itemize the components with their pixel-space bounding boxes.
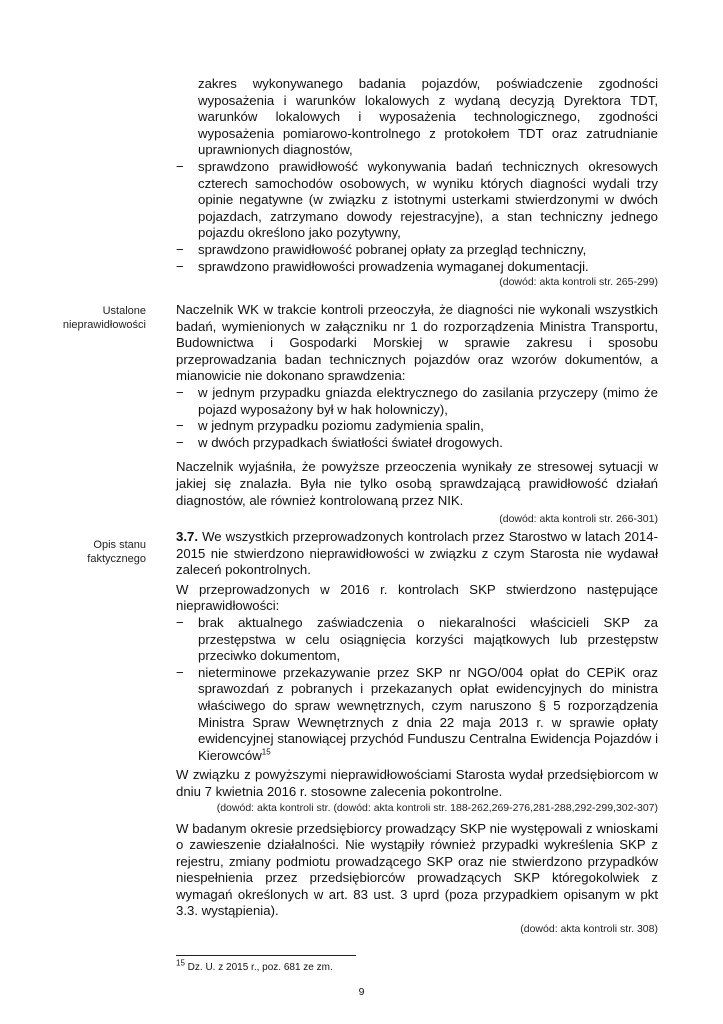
list-item: − sprawdzono prawidłowość wykonywania badań technicznych okresowych czterech samochodów osobowych, w wyniku których diagności wydali trzy opinie negatywne (w związku z istotnymi usterkami stwierdzonymi w dwóch pojazdach, zatrzymano dowody rejestracyjne), a stan techniczny jednego pojazdu określono jako pozytywny, <box>176 158 658 241</box>
evidence-note: (dowód: akta kontroli str. 265-299) <box>499 276 658 289</box>
list-item: − w jednym przypadku gniazda elektrycznego do zasilania przyczepy (mimo że pojazd wyposażony był w hak holowniczy), <box>176 384 658 417</box>
footnote-number: 15 <box>176 958 185 968</box>
top-section <box>176 76 658 289</box>
paragraph: W przeprowadzonych w 2016 r. kontrolach SKP stwierdzono następujące nieprawidłowości: <box>176 581 658 614</box>
list-item: − w dwóch przypadkach światłości świateł drogowych. <box>176 434 503 450</box>
irregularities-section <box>176 302 658 526</box>
evidence-note: (dowód: akta kontroli str. 266-301) <box>499 513 658 526</box>
facts-section <box>176 529 658 936</box>
paragraph: W badanym okresie przedsiębiorcy prowadzący SKP nie występowali z wnioskami o zawieszenie działalności. Nie wystąpiły również przypadki wykreślenia SKP z rejestru, zmiany podmiotu prowadzącego SKP oraz nie stwierdzono przypadków niespełnienia przez przedsiębiorców prowadzących SKP któregokolwiek z wymagań określonych w art. 83 ust. 3 uprd (poza przypadkiem opisanym w pkt 3.3. wystąpienia). <box>176 820 658 919</box>
list-item: − sprawdzono prawidłowości prowadzenia wymaganej dokumentacji. <box>176 258 589 274</box>
footnote-divider <box>176 955 356 956</box>
evidence-note: (dowód: akta kontroli str. (dowód: akta kontroli str. 188-262,269-276,281-288,292-299,302-307) <box>216 801 658 814</box>
list-item: − brak aktualnego zaświadczenia o niekaralności właścicieli SKP za przestępstwa w celu osiągnięcia korzyści majątkowych lub przestępstw przeciwko dokumentom, <box>176 614 658 664</box>
dash-icon: − <box>176 158 184 174</box>
dash-icon: − <box>176 241 184 257</box>
page-number: 9 <box>358 986 365 998</box>
dash-icon: − <box>176 418 184 434</box>
paragraph: 3.7. We wszystkich przeprowadzonych kontrolach przez Starostwo w latach 2014-2015 nie stwierdzono nieprawidłowości w związku z czym Starosta nie wydawał zaleceń pokontrolnych. <box>176 529 658 578</box>
paragraph: Naczelnik wyjaśniła, że powyższe przeoczenia wynikały ze stresowej sytuacji w jakiej się znalazła. Była nie tylko osobą sprawdzającą prawidłowość działań diagnostów, ale również kontrolowaną przez NIK. <box>176 459 658 508</box>
dash-icon: − <box>176 384 184 400</box>
paragraph: Naczelnik WK w trakcie kontroli przeoczyła, że diagności nie wykonali wszystkich badań, wymienionych w załączniku nr 1 do rozporządzenia Ministra Transportu, Budownictwa i Gospodarki Morskiej w sprawie zakresu i sposobu przeprowadzania badan technicznych pojazdów oraz wzorów dokumentów, a mianowicie nie dokonano sprawdzenia: <box>176 302 658 384</box>
margin-label-facts: Opis stanu faktycznego <box>87 539 146 565</box>
evidence-note: (dowód: akta kontroli str. 308) <box>520 923 658 936</box>
dash-icon: − <box>176 258 184 274</box>
list-item: − w jednym przypadku poziomu zadymienia spalin, <box>176 418 484 434</box>
margin-label-irregularities: Ustalone nieprawidłowości <box>62 305 146 331</box>
paragraph: W związku z powyższymi nieprawidłowościami Starosta wydał przedsiębiorcom w dniu 7 kwietnia 2016 r. stosowne zalecenia pokontrolne. <box>176 767 658 799</box>
list-item: − sprawdzono prawidłowość pobranej opłaty za przegląd techniczny, <box>176 241 587 257</box>
dash-icon: − <box>176 434 184 450</box>
footnote-ref: 15 <box>261 747 271 757</box>
footnote: $^{15}$ Dz. U. z 2015 r., poz. 681 ze zm. <box>176 958 333 973</box>
dash-icon: − <box>176 614 184 630</box>
dash-icon: − <box>176 664 184 680</box>
continued-paragraph: zakres wykonywanego badania pojazdów, poświadczenie zgodności wyposażenia i warunków lokalowych z wydaną decyzją Dyrektora TDT, warunków lokalowych i wyposażenia technologicznego, zgodności wyposażenia pomiarowo-kontrolnego z protokołem TDT oraz zatrudnianie uprawnionych diagnostów, <box>198 76 658 158</box>
list-item: − nieterminowe przekazywanie przez SKP nr NGO/004 opłat do CEPiK oraz sprawozdań z pobranych i przekazanych opłat ewidencyjnych do ministra właściwego do spraw wewnętrznych, czym naruszono § 5 rozporządzenia Ministra Spraw Wewnętrznych z dnia 22 maja 2013 r. w sprawie opłaty ewidencyjnej stanowiącej przychód Funduszu Centralna Ewidencja Pojazdów i Kierowców$^{15}$ <box>176 664 658 763</box>
section-number: 3.7. <box>176 529 198 544</box>
